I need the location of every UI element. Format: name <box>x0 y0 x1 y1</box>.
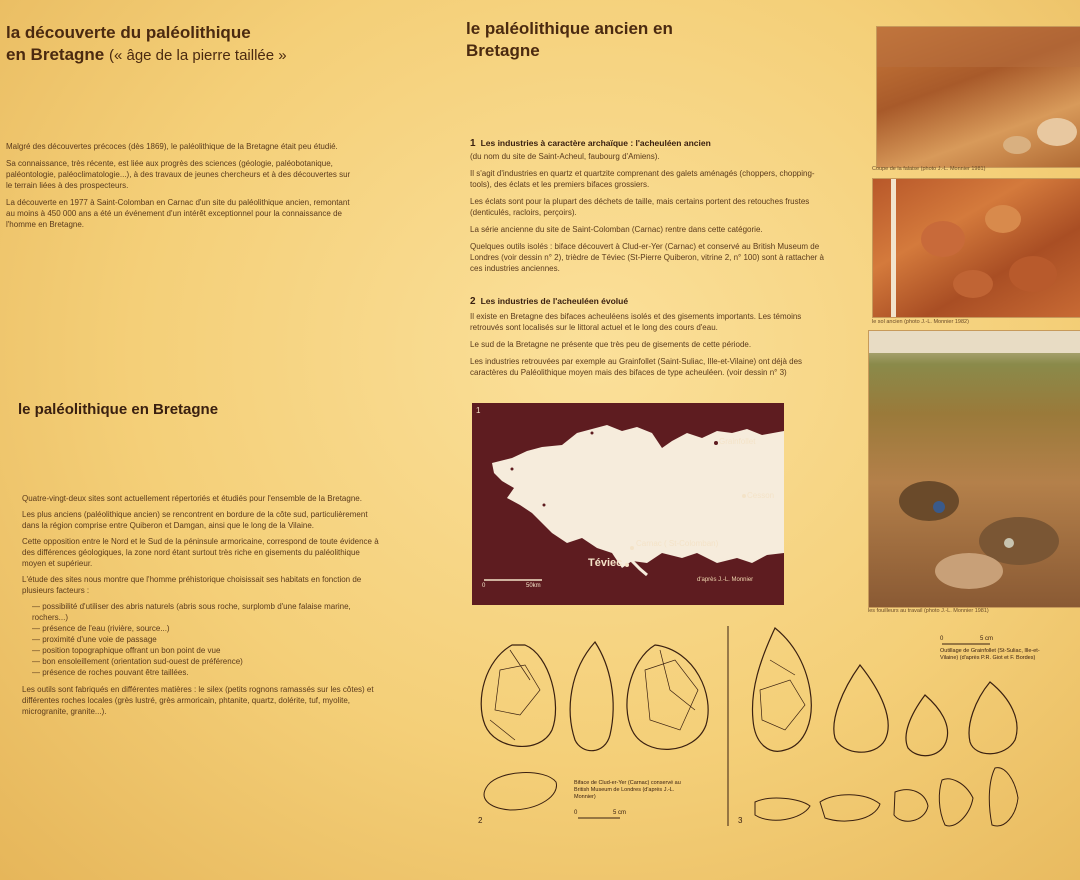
section-2-number: 2 <box>470 296 476 307</box>
site-dot <box>742 494 746 498</box>
tool-drawing <box>760 660 805 730</box>
main-title-sub: (« âge de la pierre taillée » <box>108 47 287 64</box>
left-paragraph: Cette opposition entre le Nord et le Sud de la péninsule armoricaine, correspond de toute évidence à des différences géologiques, la zone nord étant surtout très riche en gisements du paléolithique moyen et supérieur. <box>22 537 379 568</box>
map-label-grainfollet: Grainfollet <box>719 437 756 446</box>
section-2-paragraph: Les industries retrouvées par exemple au Grainfollet (Saint-Suliac, Ille-et-Vilaine) ont déjà des caractères du Paléolithique moyen mais des bifaces de type acheuléen. (voir dessin n° 3) <box>470 357 803 377</box>
map-label-cesson: Cesson <box>747 491 775 500</box>
site-dot <box>625 563 629 567</box>
figure-3-scale-zero: 0 <box>940 636 944 642</box>
tool-drawing <box>894 790 928 822</box>
figure-2-caption: Biface de Clud-er-Yer (Carnac) conservé au British Museum de Londres (d'après J.-L. Monnier) <box>574 780 681 800</box>
factor-item: — bon ensoleillement (orientation sud-ouest de préférence) <box>32 656 382 667</box>
intro-text <box>6 141 356 236</box>
tool-drawings <box>470 620 1070 840</box>
photo-caption-1: Coupe de la falaise (photo J.-L. Monnier 1981) <box>872 166 986 172</box>
photo-excavators <box>868 330 1080 608</box>
section-1-number: 1 <box>470 138 476 149</box>
section-1-sub: (du nom du site de Saint-Acheul, faubourg d'Amiens). <box>470 152 660 161</box>
left-paragraph: Les outils sont fabriqués en différentes matières : le silex (petits rognons ramassés sur les côtes) et différentes roches locales (grès lustré, grès armoricain, phtanite, quartz, dolérite, tuf, myolite, microgranite, granite...). <box>22 685 374 716</box>
factor-item: — présence de roches pouvant être taillées. <box>32 667 382 678</box>
map-number: 1 <box>476 406 481 415</box>
right-title: le paléolithique ancien en Bretagne <box>466 19 673 60</box>
main-title <box>6 22 287 67</box>
photo-excavators-art <box>869 331 1080 607</box>
figure-2-scale-label: 5 cm <box>613 810 627 816</box>
photo-ancient-soil <box>872 178 1080 318</box>
tool-drawing <box>834 665 888 752</box>
factor-item: — présence de l'eau (rivière, source...) <box>32 623 382 634</box>
map-scale-zero: 0 <box>482 583 486 589</box>
section-2-paragraph: Le sud de la Bretagne ne présente que très peu de gisements de cette période. <box>470 340 752 349</box>
section-1-paragraph: Les éclats sont pour la plupart des déchets de taille, mais certains portent des retouches frustes (denticulés, racloirs, perçoirs). <box>470 197 810 217</box>
map-label-teviec: Téviec <box>588 557 623 569</box>
biface-drawing <box>484 773 556 810</box>
brittany-map <box>472 403 784 605</box>
site-dot <box>543 504 546 507</box>
biface-drawing <box>627 645 708 749</box>
tool-drawing <box>989 768 1018 826</box>
site-dot <box>714 441 718 445</box>
biface-drawing <box>481 645 555 746</box>
biface-drawing <box>490 650 540 740</box>
photo-caption-3: les fouilleurs au travail (photo J.-L. Monnier 1981) <box>868 608 989 614</box>
biface-drawing <box>645 650 698 730</box>
photo-cliff <box>876 26 1080 168</box>
factor-item: — position topographique offrant un bon point de vue <box>32 645 382 656</box>
intro-paragraph: Malgré des découvertes précoces (dès 1869), le paléolithique de la Bretagne était peu étudié. <box>6 142 338 151</box>
map-label-carnac: Carnac ( St-Colomban) <box>636 539 719 548</box>
photo-soil-art <box>873 179 1080 317</box>
figure-3-caption: Outillage de Grainfollet (St-Suliac, Ille-et-Vilaine) (d'après P.R. Giot et F. Bordes) <box>940 648 1040 661</box>
site-dot <box>591 432 594 435</box>
tool-drawing <box>969 682 1017 754</box>
section-1-paragraph: Il s'agit d'industries en quartz et quartzite comprenant des galets aménagés (choppers, chopping-tools), des éclats et les premiers bifaces grossiers. <box>470 169 815 189</box>
tool-drawing <box>939 779 973 826</box>
section-2 <box>470 296 830 384</box>
map-credit: d'après J.-L. Monnier <box>697 577 754 583</box>
left-section-title: le paléolithique en Bretagne <box>18 401 219 418</box>
site-dot <box>511 468 514 471</box>
tool-drawing <box>820 795 880 821</box>
section-1 <box>470 138 830 280</box>
section-2-heading-text: Les industries de l'acheuléen évolué <box>480 296 629 306</box>
intro-paragraph: Sa connaissance, très récente, est liée aux progrès des sciences (géologie, paléobotanique, paléontologie, paléoclimatologie...), à des travaux de jeunes chercheurs et à des découvertes sur le terrain liées à des prospecteurs. <box>6 159 351 190</box>
photo-cliff-art <box>877 27 1080 167</box>
main-title-line2: en Bretagne <box>6 45 105 64</box>
left-paragraph: Les plus anciens (paléolithique ancien) se rencontrent en bordure de la côte sud, particulièrement dans la région comprise entre Quiberon et Damgan, ainsi que le long de la Vilaine. <box>22 510 368 530</box>
section-2-paragraph: Il existe en Bretagne des bifaces acheuléens isolés et des gisements importants. Les témoins retrouvés sont localisés sur le littoral actuel et le long des cours d'eau. <box>470 312 802 332</box>
map-scale-km: 50km <box>526 583 541 589</box>
factors-list <box>22 601 382 678</box>
photo-caption-2: le sol ancien (photo J.-L. Monnier 1982) <box>872 319 969 325</box>
section-1-heading-text: Les industries à caractère archaïque : l'acheuléen ancien <box>480 138 711 148</box>
tool-drawing <box>906 695 948 756</box>
left-body-text <box>22 493 382 722</box>
figure-2-scale-zero: 0 <box>574 810 578 816</box>
section-1-paragraph: La série ancienne du site de Saint-Colomban (Carnac) rentre dans cette catégorie. <box>470 225 763 234</box>
intro-paragraph: La découverte en 1977 à Saint-Colomban en Carnac d'un site du paléolithique ancien, remontant au moins à 450 000 ans a été un événement d'un intérêt exceptionnel pour la connaissance de l'homme en Bretagne. <box>6 198 350 229</box>
left-paragraph: L'étude des sites nous montre que l'homme préhistorique choisissait ses habitats en fonction de plusieurs facteurs : <box>22 575 362 595</box>
biface-drawing <box>570 642 613 751</box>
section-1-paragraph: Quelques outils isolés : biface découvert à Clud-er-Yer (Carnac) et conservé au British Museum de Londres (voir dessin n° 2), trièdre de Téviec (St-Pierre Quiberon, vitrine 2, n° 100) sont à rattacher à ces industries anciennes. <box>470 242 824 273</box>
section-2-heading <box>470 296 830 307</box>
factor-item: — possibilité d'utiliser des abris naturels (abris sous roche, surplomb d'une falaise marine, rochers...) <box>32 601 382 623</box>
left-paragraph: Quatre-vingt-deux sites sont actuellement répertoriés et étudiés pour l'ensemble de la Bretagne. <box>22 494 362 503</box>
figure-3-scale-label: 5 cm <box>980 636 994 642</box>
figure-2-number: 2 <box>478 816 483 825</box>
main-title-line1: la découverte du paléolithique <box>6 23 251 42</box>
site-dot <box>630 546 634 550</box>
map-svg <box>472 403 784 605</box>
tool-drawing <box>755 798 810 820</box>
section-1-heading <box>470 138 830 149</box>
factor-item: — proximité d'une voie de passage <box>32 634 382 645</box>
figure-3-number: 3 <box>738 816 743 825</box>
